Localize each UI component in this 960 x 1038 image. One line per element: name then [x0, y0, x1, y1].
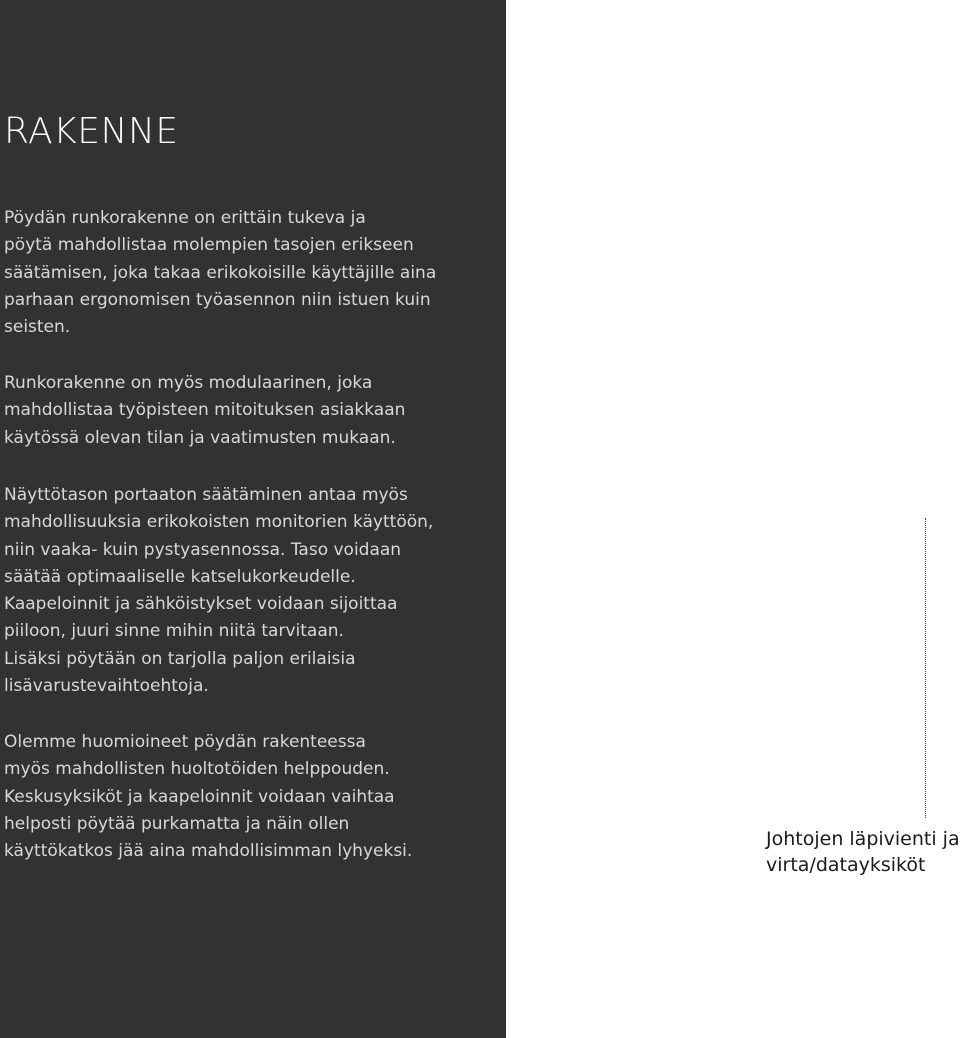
- callout-leader-line: [925, 518, 926, 818]
- paragraph-frame-structure: Pöydän runkorakenne on erittäin tukeva ja pöytä mahdollistaa molempien tasojen erikseen säätämisen, joka takaa erikokoisille käyttäjille aina parhaan ergonomisen työasennon niin istuen kuin seisten.: [4, 208, 437, 338]
- paragraph-modular-frame: Runkorakenne on myös modulaarinen, joka mahdollistaa työpisteen mitoituksen asiakkaan käytössä olevan tilan ja vaatimusten mukaan.: [4, 373, 406, 448]
- paragraph-display-adjustment: Näyttötason portaaton säätäminen antaa myös mahdollisuuksia erikokoisten monitorien käyttöön, niin vaaka- kuin pystyasennossa. Taso voidaan säätää optimaaliselle katselukorkeudelle. Kaapeloinnit ja sähköistykset voidaan sijoittaa piiloon, juuri sinne mihin niitä tarvitaan. Lisäksi pöytään on tarjolla paljon erilaisia lisävarustevaihtoehtoja.: [4, 485, 434, 697]
- callout-label: Johtojen läpivienti ja virta/datayksiköt: [766, 828, 960, 876]
- paragraph-maintenance: Olemme huomioineet pöydän rakenteessa myös mahdollisten huoltotöiden helppouden. Keskusyksiköt ja kaapeloinnit voidaan vaihtaa helposti pöytää purkamatta ja näin ollen käyttökatkos jää aina mahdollisimman lyhyeksi.: [4, 732, 413, 862]
- section-title: RAKENNE: [4, 111, 179, 152]
